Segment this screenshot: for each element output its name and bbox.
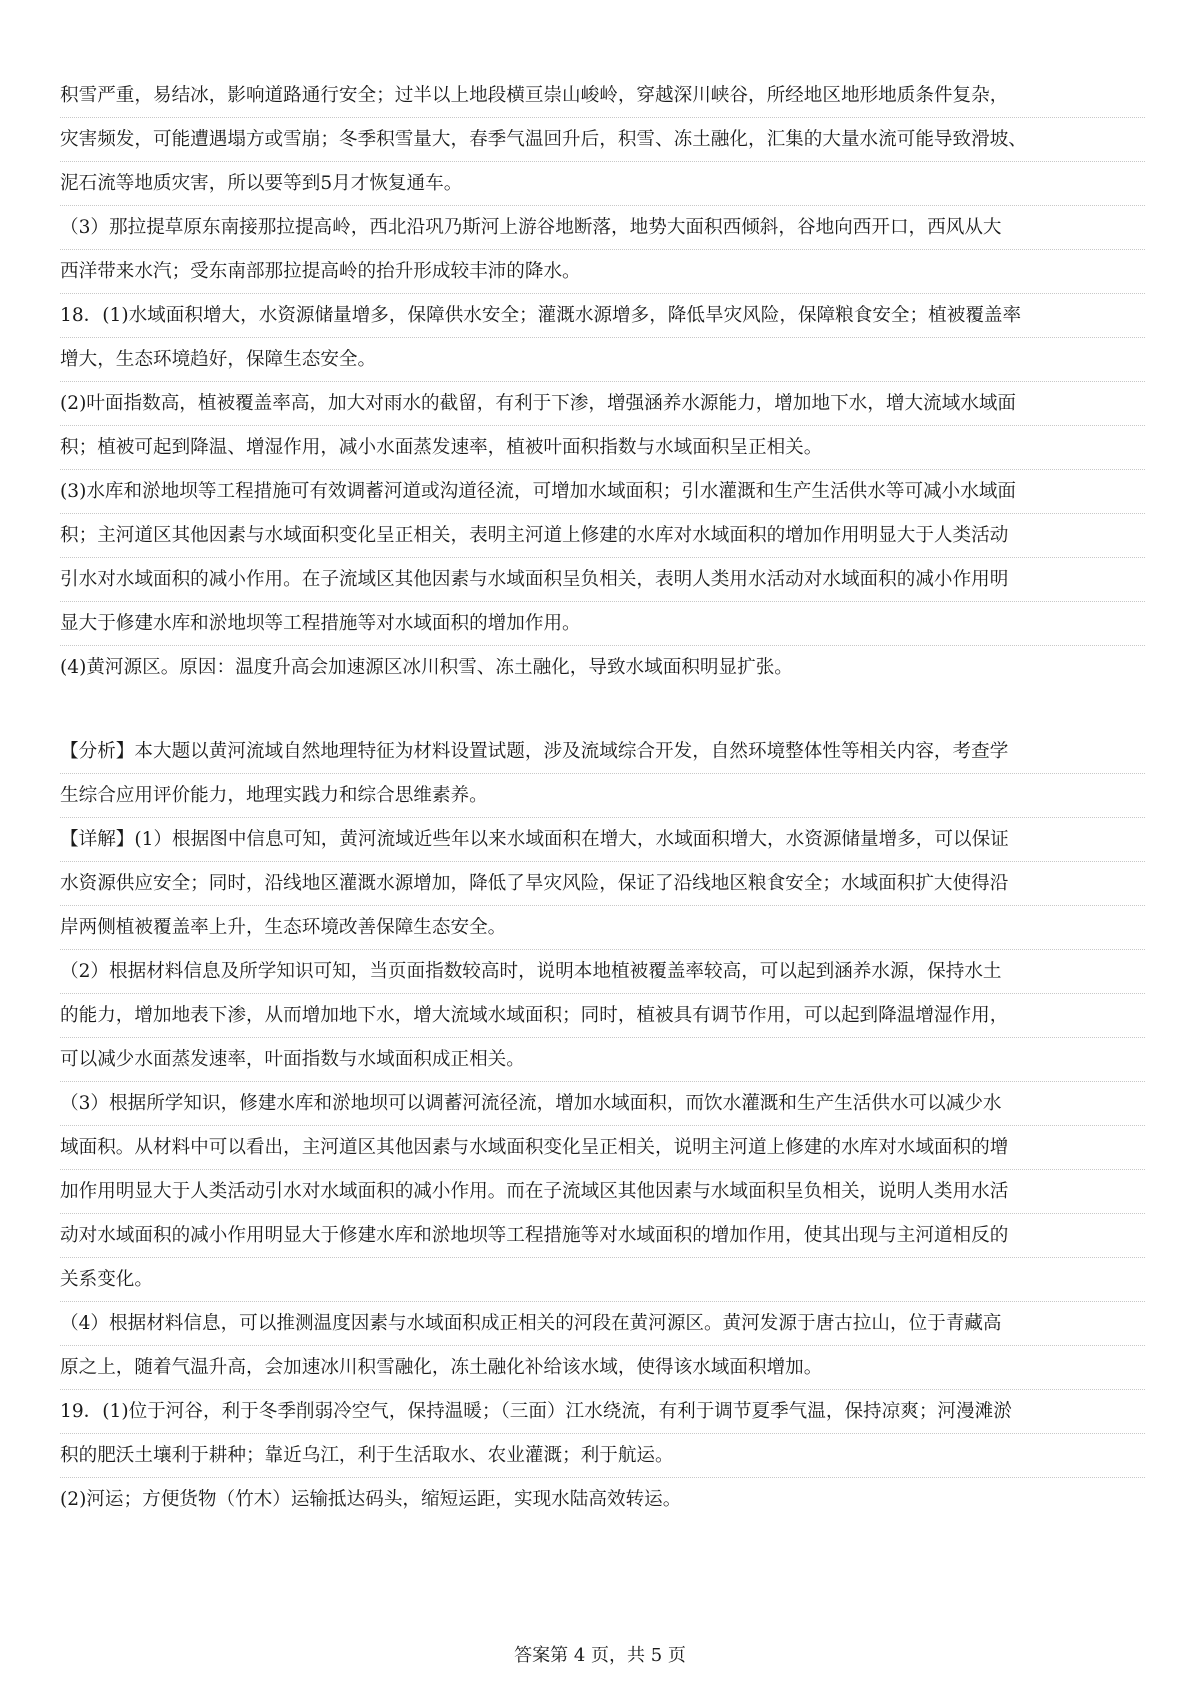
page-footer: 答案第 4 页，共 5 页 (514, 1645, 686, 1666)
text-line: （2）根据材料信息及所学知识可知，当页面指数较高时，说明本地植被覆盖率较高，可以起到涵养水源，保持水土 (60, 950, 1145, 994)
text-line: 生综合应用评价能力，地理实践力和综合思维素养。 (60, 774, 1145, 818)
q18-answer-3-line: (3)水库和淤地坝等工程措施可有效调蓄河道或沟道径流，可增加水域面积；引水灌溉和生产生活供水等可减小水域面 (60, 470, 1145, 514)
text-line: 可以减少水面蒸发速率，叶面指数与水域面积成正相关。 (60, 1038, 1145, 1082)
text-line: 关系变化。 (60, 1258, 1145, 1302)
text-line: （4）根据材料信息，可以推测温度因素与水域面积成正相关的河段在黄河源区。黄河发源于唐古拉山，位于青藏高 (60, 1302, 1145, 1346)
q18-answer-1-line: 18．(1)水域面积增大，水资源储量增多，保障供水安全；灌溉水源增多，降低旱灾风险，保障粮食安全；植被覆盖率 (60, 294, 1145, 338)
q18-answer-4-line: (4)黄河源区。原因：温度升高会加速源区冰川积雪、冻土融化，导致水域面积明显扩张。 (60, 657, 793, 678)
detail-line: 【详解】(1）根据图中信息可知，黄河流域近些年以来水域面积在增大，水域面积增大，水资源储量增多，可以保证 (60, 818, 1145, 862)
q18-answer-2-line: (2)叶面指数高，植被覆盖率高，加大对雨水的截留，有利于下渗，增强涵养水源能力，增加地下水，增大流域水域面 (60, 382, 1145, 426)
text-line: 域面积。从材料中可以看出，主河道区其他因素与水域面积变化呈正相关，说明主河道上修建的水库对水域面积的增 (60, 1126, 1145, 1170)
q19-answer-1-line: 19．(1)位于河谷，利于冬季削弱冷空气，保持温暖；（三面）江水绕流，有利于调节夏季气温，保持凉爽；河漫滩淤 (60, 1390, 1145, 1434)
text-line: 岸两侧植被覆盖率上升，生态环境改善保障生态安全。 (60, 906, 1145, 950)
text-line: 增大，生态环境趋好，保障生态安全。 (60, 338, 1145, 382)
text-line: 积雪严重，易结冰，影响道路通行安全；过半以上地段横亘崇山峻岭，穿越深川峡谷，所经地区地形地质条件复杂， (60, 74, 1145, 118)
answer-content (60, 74, 1145, 1522)
text-line: 加作用明显大于人类活动引水对水域面积的减小作用。而在子流域区其他因素与水域面积呈负相关，说明人类用水活 (60, 1170, 1145, 1214)
text-line: （3）根据所学知识，修建水库和淤地坝可以调蓄河流径流，增加水域面积，而饮水灌溉和生产生活供水可以减少水 (60, 1082, 1145, 1126)
text-line: 积；植被可起到降温、增湿作用，减小水面蒸发速率，植被叶面积指数与水域面积呈正相关。 (60, 426, 1145, 470)
text-line: 积；主河道区其他因素与水域面积变化呈正相关，表明主河道上修建的水库对水域面积的增加作用明显大于人类活动 (60, 514, 1145, 558)
text-line: （3）那拉提草原东南接那拉提高岭，西北沿巩乃斯河上游谷地断落，地势大面积西倾斜，谷地向西开口，西风从大 (60, 206, 1145, 250)
section-gap (60, 690, 1145, 730)
analysis-line: 【分析】本大题以黄河流域自然地理特征为材料设置试题，涉及流域综合开发，自然环境整体性等相关内容，考查学 (60, 730, 1145, 774)
text-line: 的能力，增加地表下渗，从而增加地下水，增大流域水域面积；同时，植被具有调节作用，可以起到降温增湿作用， (60, 994, 1145, 1038)
text-line: 原之上，随着气温升高，会加速冰川积雪融化，冻土融化补给该水域，使得该水域面积增加。 (60, 1346, 1145, 1390)
text-line: 积的肥沃土壤利于耕种；靠近乌江，利于生活取水、农业灌溉；利于航运。 (60, 1434, 1145, 1478)
q19-answer-2-line: (2)河运；方便货物（竹木）运输抵达码头，缩短运距，实现水陆高效转运。 (60, 1489, 682, 1510)
text-line: 显大于修建水库和淤地坝等工程措施等对水域面积的增加作用。 (60, 602, 1145, 646)
text-line: 灾害频发，可能遭遇塌方或雪崩；冬季积雪量大，春季气温回升后，积雪、冻土融化，汇集的大量水流可能导致滑坡、 (60, 118, 1145, 162)
text-line: 水资源供应安全；同时，沿线地区灌溉水源增加，降低了旱灾风险，保证了沿线地区粮食安全；水域面积扩大使得沿 (60, 862, 1145, 906)
text-line: 西洋带来水汽；受东南部那拉提高岭的抬升形成较丰沛的降水。 (60, 250, 1145, 294)
text-line: 引水对水域面积的减小作用。在子流域区其他因素与水域面积呈负相关，表明人类用水活动对水域面积的减小作用明 (60, 558, 1145, 602)
text-line: 泥石流等地质灾害，所以要等到5月才恢复通车。 (60, 162, 1145, 206)
text-line: 动对水域面积的减小作用明显大于修建水库和淤地坝等工程措施等对水域面积的增加作用，使其出现与主河道相反的 (60, 1214, 1145, 1258)
